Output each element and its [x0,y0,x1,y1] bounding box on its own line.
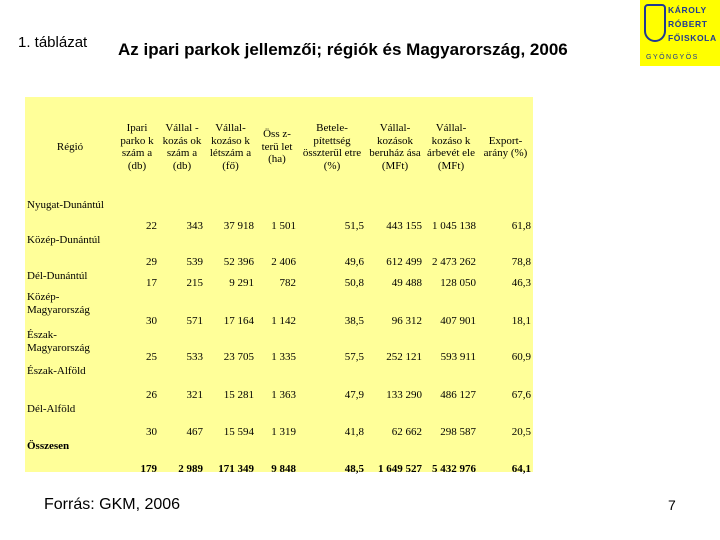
value-cell: 443 155 [386,220,422,232]
region-cell: Nyugat-Dunántúl [27,199,104,211]
region-cell: Összesen [27,440,70,452]
value-cell: 26 [146,389,157,401]
slide-title: Az ipari parkok jellemzői; régiók és Magyarország, 2006 [118,40,568,59]
value-cell: 15 594 [223,426,254,438]
header-cell: Ipari parko k szám a (db) [120,122,154,172]
value-cell: 128 050 [440,277,476,289]
table-row [25,363,533,401]
value-cell: 47,9 [344,389,364,401]
logo-line-4: GYÖNGYÖS [646,54,699,61]
value-cell: 49 488 [391,277,422,289]
value-cell: 30 [146,426,157,438]
value-cell: 5 432 976 [432,463,476,475]
page-number: 7 [668,497,676,513]
value-cell: 23 705 [223,351,254,363]
value-cell: 15 281 [223,389,254,401]
value-cell: 46,3 [511,277,531,289]
value-cell: 1 649 527 [378,463,422,475]
value-cell: 533 [186,351,203,363]
value-cell: 171 349 [218,463,254,475]
region-cell: Közép-Dunántúl [27,234,101,246]
data-table-panel [25,97,533,475]
value-cell: 96 312 [391,315,422,327]
value-cell: 2 473 262 [432,256,476,268]
value-cell: 343 [186,220,203,232]
value-cell: 2 406 [271,256,296,268]
table-row [25,197,533,232]
value-cell: 467 [186,426,203,438]
value-cell: 486 127 [440,389,476,401]
value-cell: 407 901 [440,315,476,327]
region-cell: Dél-Dunántúl [27,270,88,282]
value-cell: 48,5 [344,463,364,475]
value-cell: 252 121 [386,351,422,363]
value-cell: 9 848 [271,463,296,475]
value-cell: 41,8 [344,426,364,438]
value-cell: 2 989 [178,463,203,475]
value-cell: 298 587 [440,426,476,438]
value-cell: 78,8 [511,256,531,268]
value-cell: 67,6 [511,389,531,401]
table-row [25,289,533,327]
data-table [25,97,533,475]
value-cell: 52 396 [223,256,254,268]
table-row [25,232,533,268]
table-row [25,327,533,363]
value-cell: 17 [146,277,157,289]
region-cell: Dél-Alföld [27,403,76,415]
table-row [25,438,533,475]
logo-line-1: KÁROLY [668,5,707,15]
value-cell: 38,5 [344,315,364,327]
value-cell: 37 918 [223,220,254,232]
value-cell: 571 [186,315,203,327]
value-cell: 17 164 [223,315,254,327]
header-cell: Öss z- terü let (ha) [261,128,293,166]
value-cell: 18,1 [511,315,531,327]
value-cell: 782 [279,277,296,289]
header-cell: Vállal- kozások beruház ása (MFt) [369,122,421,172]
header-cell: Vállal - kozás ok szám a (db) [162,122,202,172]
header-cell: Betele- pítettség összterül etre (%) [302,122,362,172]
value-cell: 51,5 [344,220,364,232]
value-cell: 1 045 138 [432,220,476,232]
table-label: 1. táblázat [18,34,88,51]
value-cell: 1 363 [271,389,296,401]
value-cell: 22 [146,220,157,232]
region-cell: Észak-Magyarország [27,329,90,354]
header-cell: Export- arány (%) [483,134,528,159]
logo-emblem-icon [644,4,666,42]
table-row [25,268,533,289]
value-cell: 1 335 [271,351,296,363]
logo-line-2: RÓBERT [668,19,708,29]
header-cell: Régió [56,140,84,153]
value-cell: 49,6 [344,256,364,268]
value-cell: 539 [186,256,203,268]
value-cell: 179 [140,463,157,475]
value-cell: 25 [146,351,157,363]
value-cell: 9 291 [229,277,254,289]
source-note: Forrás: GKM, 2006 [44,496,181,513]
value-cell: 57,5 [344,351,364,363]
college-logo [640,0,720,66]
value-cell: 50,8 [344,277,364,289]
value-cell: 64,1 [511,463,531,475]
header-cell: Vállal- kozáso k árbevét ele (MFt) [427,122,475,172]
table-row [25,401,533,438]
value-cell: 1 319 [271,426,296,438]
value-cell: 612 499 [386,256,422,268]
region-cell: Észak-Alföld [27,365,86,377]
value-cell: 133 290 [386,389,422,401]
value-cell: 215 [186,277,203,289]
value-cell: 30 [146,315,157,327]
value-cell: 60,9 [511,351,531,363]
header-cell: Vállal- kozáso k létszám a (fő) [209,122,252,172]
value-cell: 593 911 [440,351,476,363]
value-cell: 29 [146,256,157,268]
table-header-row [25,97,533,197]
region-cell: Közép-Magyarország [27,291,90,316]
value-cell: 321 [186,389,203,401]
value-cell: 62 662 [391,426,422,438]
value-cell: 61,8 [511,220,531,232]
value-cell: 1 142 [271,315,296,327]
table-body [25,197,533,475]
logo-line-3: FŐISKOLA [668,33,717,43]
value-cell: 20,5 [511,426,531,438]
value-cell: 1 501 [271,220,296,232]
